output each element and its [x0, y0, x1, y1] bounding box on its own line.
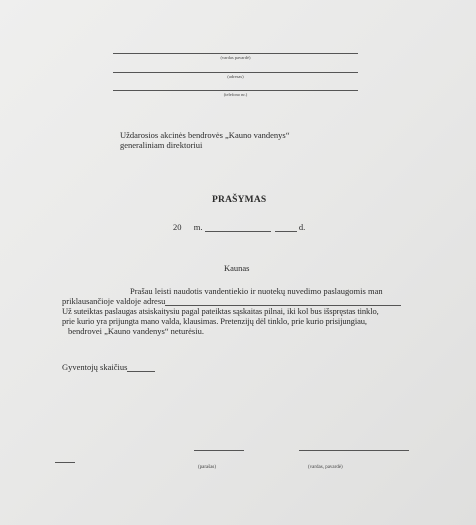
phone-line	[113, 90, 358, 91]
body-p2-line2: prie kurio yra prijungta mano valda, klausimas. Pretenzijų dėl tinklo, prie kurio prisijungiau,	[62, 316, 367, 326]
document-title: PRAŠYMAS	[212, 195, 267, 205]
year-prefix: 20	[173, 222, 182, 232]
name-line	[113, 53, 358, 54]
address-prompt: priklausančioje valdoje adresu	[62, 296, 166, 306]
body-p2-line3: bendrovei „Kauno vandenys“ neturėsiu.	[68, 326, 204, 336]
address-field-line	[165, 297, 401, 306]
signer-name-caption: (vardas, pavardė)	[308, 465, 343, 470]
day-field-line	[275, 223, 297, 232]
residents-field-line	[127, 363, 155, 372]
residents-label: Gyventojų skaičius	[62, 362, 128, 372]
address-caption: (adresas)	[227, 74, 244, 79]
body-p2-line1: Už suteiktas paslaugas atsiskaitysiu pagal pateiktas sąskaitas pilnai, iki kol bus išspręstas tinklo,	[62, 306, 379, 316]
recipient-line1: Uždarosios akcinės bendrovės „Kauno vandenys“	[120, 130, 290, 140]
signature-caption: (parašas)	[198, 465, 217, 470]
month-field-line	[205, 223, 271, 232]
signature-line	[194, 450, 244, 451]
date-row	[173, 222, 305, 232]
date-signed-line	[55, 462, 75, 463]
address-line	[113, 72, 358, 73]
day-label: d.	[298, 222, 306, 232]
recipient-line2: generaliniam direktoriui	[120, 140, 203, 150]
signer-name-line	[299, 450, 409, 451]
city: Kaunas	[224, 263, 250, 273]
residents-row	[62, 362, 155, 372]
phone-caption: (telefono nr.)	[223, 92, 248, 97]
month-label: m.	[193, 222, 203, 232]
name-caption: (vardas pavardė)	[220, 55, 251, 60]
body-p1-line2	[62, 296, 422, 306]
body-p1-line1: Prašau leisti naudotis vandentiekio ir nuotekų nuvedimo paslaugomis man	[130, 286, 383, 296]
